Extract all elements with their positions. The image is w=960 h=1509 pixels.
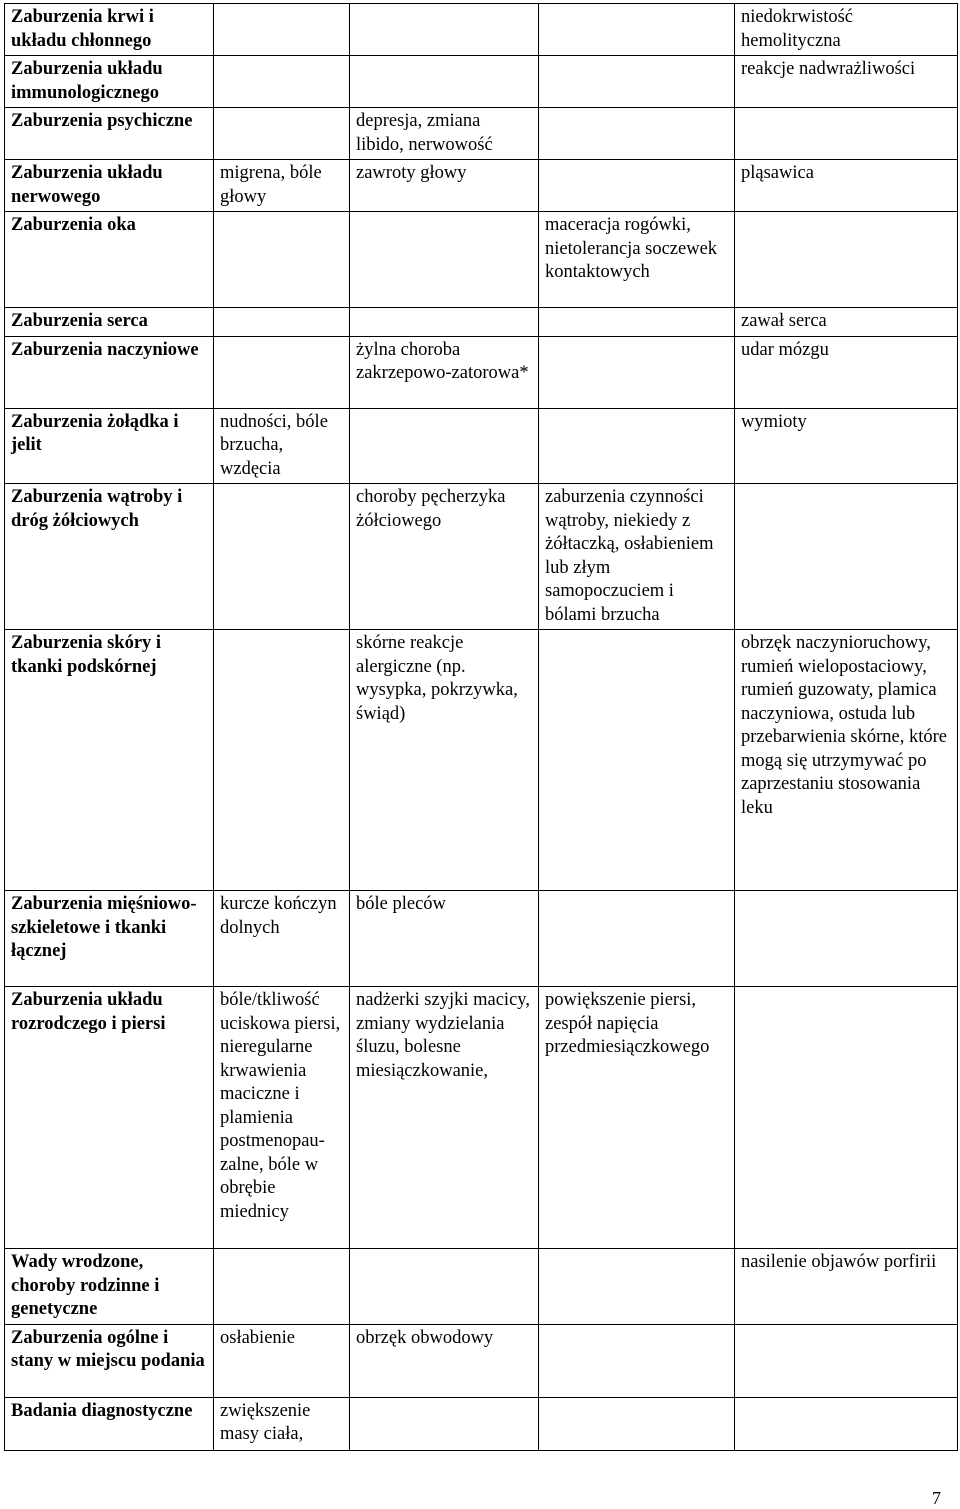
cell-col1 [214, 336, 350, 408]
cell-col3 [539, 336, 735, 408]
adverse-effects-table [4, 3, 958, 1451]
cell-col1 [214, 108, 350, 160]
cell-col3 [539, 1249, 735, 1325]
cell-col3 [539, 308, 735, 337]
cell-col4: nasilenie objawów porfirii [735, 1249, 958, 1325]
cell-col4 [735, 891, 958, 987]
cell-col4: obrzęk naczynioruchowy, rumień wielopostaciowy, rumień guzowaty, plamica naczyniowa, ostuda lub przebarwienia skórne, które mogą się utrzymywać po zaprzestaniu stosowania leku [735, 630, 958, 891]
cell-col1 [214, 630, 350, 891]
cell-col1 [214, 308, 350, 337]
cell-col4: niedokrwistość hemolityczna [735, 4, 958, 56]
cell-col4 [735, 484, 958, 630]
cell-col3 [539, 630, 735, 891]
cell-col2: choroby pęcherzyka żółciowego [350, 484, 539, 630]
cell-col4 [735, 108, 958, 160]
cell-col2: bóle pleców [350, 891, 539, 987]
cell-col1: nudności, bóle brzucha, wzdęcia [214, 408, 350, 484]
cell-col2 [350, 1249, 539, 1325]
cell-col2: nadżerki szyjki macicy, zmiany wydzielania śluzu, bolesne miesiączkowanie, [350, 987, 539, 1249]
table-row [5, 4, 958, 56]
cell-col1 [214, 212, 350, 308]
category-cell: Zaburzenia psychiczne [5, 108, 214, 160]
category-cell: Zaburzenia wątroby i dróg żółciowych [5, 484, 214, 630]
category-cell: Zaburzenia oka [5, 212, 214, 308]
cell-col4: wymioty [735, 408, 958, 484]
table-row [5, 408, 958, 484]
table-row [5, 212, 958, 308]
cell-col4: reakcje nadwrażliwości [735, 56, 958, 108]
table-row [5, 1397, 958, 1450]
table-row [5, 891, 958, 987]
cell-col2: obrzęk obwodowy [350, 1324, 539, 1397]
cell-col4: pląsawica [735, 160, 958, 212]
category-cell: Wady wrodzone, choroby rodzinne i genetyczne [5, 1249, 214, 1325]
cell-col3 [539, 108, 735, 160]
cell-col3 [539, 1324, 735, 1397]
cell-col3: powiększenie piersi, zespół napięcia przedmiesiączkowego [539, 987, 735, 1249]
cell-col4: udar mózgu [735, 336, 958, 408]
cell-col1: kurcze kończyn dolnych [214, 891, 350, 987]
cell-col3: maceracja rogówki, nietolerancja soczewek kontaktowych [539, 212, 735, 308]
cell-col2 [350, 56, 539, 108]
table-row [5, 1324, 958, 1397]
table-row [5, 1249, 958, 1325]
category-cell: Zaburzenia krwi i układu chłonnego [5, 4, 214, 56]
cell-col1 [214, 56, 350, 108]
cell-col2 [350, 1397, 539, 1450]
cell-col1: zwiększenie masy ciała, [214, 1397, 350, 1450]
cell-col3 [539, 160, 735, 212]
category-cell: Zaburzenia serca [5, 308, 214, 337]
cell-col2: zawroty głowy [350, 160, 539, 212]
category-cell: Zaburzenia żołądka i jelit [5, 408, 214, 484]
cell-col2: żylna choroba zakrzepowo-zatorowa* [350, 336, 539, 408]
table-row [5, 336, 958, 408]
cell-col4: zawał serca [735, 308, 958, 337]
cell-col1 [214, 4, 350, 56]
cell-col4 [735, 1397, 958, 1450]
category-cell: Zaburzenia mięśniowo-szkieletowe i tkanki łącznej [5, 891, 214, 987]
table-row [5, 56, 958, 108]
table-row [5, 484, 958, 630]
category-cell: Zaburzenia układu immunologicznego [5, 56, 214, 108]
cell-col3 [539, 408, 735, 484]
cell-col2: skórne reakcje alergiczne (np. wysypka, pokrzywka, świąd) [350, 630, 539, 891]
category-cell: Zaburzenia skóry i tkanki podskórnej [5, 630, 214, 891]
category-cell: Zaburzenia układu rozrodczego i piersi [5, 987, 214, 1249]
cell-col2 [350, 4, 539, 56]
cell-col1: osłabienie [214, 1324, 350, 1397]
cell-col2 [350, 212, 539, 308]
cell-col3 [539, 891, 735, 987]
cell-col2: depresja, zmiana libido, nerwowość [350, 108, 539, 160]
category-cell: Badania diagnostyczne [5, 1397, 214, 1450]
cell-col1: migrena, bóle głowy [214, 160, 350, 212]
category-cell: Zaburzenia naczyniowe [5, 336, 214, 408]
table-row [5, 308, 958, 337]
cell-col4 [735, 987, 958, 1249]
table-row [5, 987, 958, 1249]
cell-col1: bóle/tkliwość uciskowa piersi, nieregularne krwawienia maciczne i plamienia postmenopau-zalne, bóle w obrębie miednicy [214, 987, 350, 1249]
table-row [5, 108, 958, 160]
cell-col2 [350, 308, 539, 337]
cell-col3 [539, 1397, 735, 1450]
page-number: 7 [932, 1488, 941, 1508]
cell-col3: zaburzenia czynności wątroby, niekiedy z żółtaczką, osłabieniem lub złym samopoczuciem i bólami brzucha [539, 484, 735, 630]
table-row [5, 160, 958, 212]
table-row [5, 630, 958, 891]
category-cell: Zaburzenia układu nerwowego [5, 160, 214, 212]
cell-col4 [735, 1324, 958, 1397]
cell-col4 [735, 212, 958, 308]
cell-col3 [539, 4, 735, 56]
category-cell: Zaburzenia ogólne i stany w miejscu podania [5, 1324, 214, 1397]
cell-col1 [214, 484, 350, 630]
cell-col1 [214, 1249, 350, 1325]
cell-col2 [350, 408, 539, 484]
cell-col3 [539, 56, 735, 108]
